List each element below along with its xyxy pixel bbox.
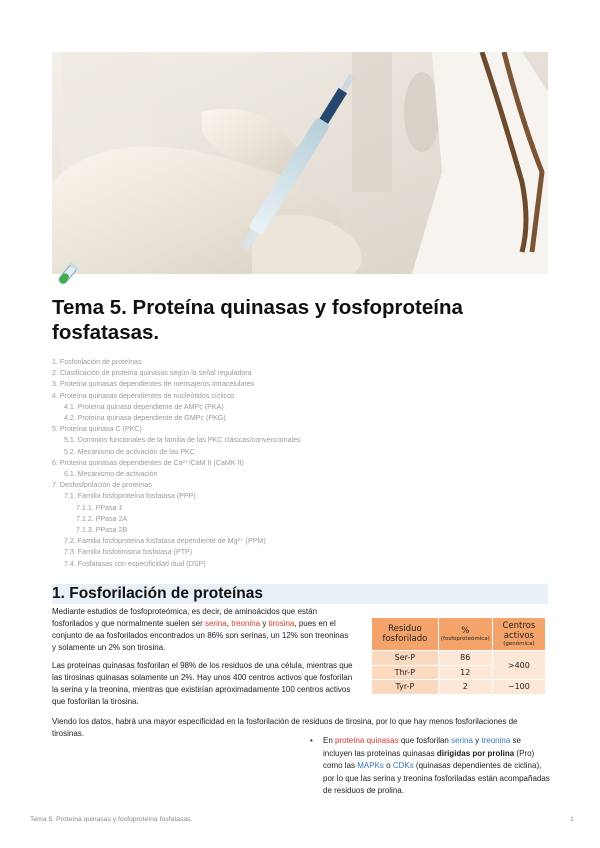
toc-item[interactable]: 4. Proteína quinasas dependientes de nucleótidos cíclicos [52,391,235,400]
toc-item[interactable]: 7. Desfosforilación de proteínas [52,481,152,490]
toc-item[interactable]: 7.3. Familia fosfotirosina fosfatasa (PTP) [64,548,193,557]
toc-item[interactable]: 1. Fosforilación de proteínas [52,358,142,366]
page-number: 1 [570,816,574,823]
toc-item[interactable]: 7.4. Fosfatasas con especificidad dual (DSP) [64,559,206,568]
toc-item[interactable]: 2. Clasificación de proteína quinasas según la señal reguladora [52,369,252,378]
toc-item[interactable]: 5.2. Mecanismo de activación de las PKC [64,447,195,456]
highlight-tirosina: tirosina [268,619,295,628]
paragraph-quinasas: Las proteínas quinasas fosforilan el 98% de los residuos de una célula, mientras que las tirosinas quinasas solamente un 2%. Hay unos 400 centros activos que fosforilan la serina y la treonina, mientras que existirían aproximadamente 100 centros activos que fosforilan la tirosina. [52,661,353,706]
table-row: Tyr-P 2 ~100 [372,680,546,695]
table-row: Thr-P 12 [372,665,546,680]
toc-item[interactable]: 6.1. Mecanismo de activación [64,470,158,479]
toc-item[interactable]: 4.1. Proteína quinasa dependiente de AMPc (PKA) [64,402,224,411]
page-title: Tema 5. Proteína quinasas y fosfoproteína fosfatasas. [52,296,463,344]
table-header: % (fosfoproteómica) [438,618,492,651]
toc-item[interactable]: 6. Proteína quinasas dependientes de Ca²⁺/CaM II (CaMK II) [52,458,244,467]
footer-text: Tema 5. Proteína quinasas y fosfoproteína fosfatasas. [30,816,193,823]
bullet-marker: • [310,736,313,745]
toc-item[interactable]: 7.1. Familia fosfoproteína fosfatasa (PPP) [64,492,196,501]
toc-item[interactable]: 7.1.3. PPasa 2B [76,526,128,535]
highlight-treonina: treonina [231,619,261,628]
paragraph-especificidad: Viendo los datos, habrá una mayor especificidad en la fosforilación de residuos de tirosina, por lo que hay menos fosforilaciones de tirosinas. [52,717,518,738]
table-row: Ser-P 86 >400 [372,651,546,666]
test-tube-icon [54,262,80,288]
table-of-contents [52,357,522,570]
highlight-serina: serina [204,619,227,628]
section-heading: 1. Fosforilación de proteínas [52,585,264,602]
centros-activos-tyr: ~100 [492,680,545,695]
toc-item[interactable]: 3. Proteína quinasas dependientes de mensajeros intracelulares [52,380,255,389]
table-header: Centros activos (genómica) [492,618,545,651]
paragraph-fosfoproteomica: Mediante estudios de fosfoproteómica, es decir, de aminoácidos que están fosforilados y que normalmente suelen ser serina, treonina y tirosina, pues en el conjunto de aa fosforilados encontrados un 86% son serinas, un 12% son treoninas y solamente un 2% son tirosina. [52,607,349,652]
phosphorylation-table [371,617,546,695]
toc-item[interactable]: 5.1. Dominios funcionales de la familia de las PKC clásicas/convencionales [64,436,301,445]
toc-item[interactable]: 7.1.2. PPasa 2A [76,514,128,523]
toc-item[interactable]: 7.2. Familia fosfoproteína fosfatasa dependiente de Mg²⁺ (PPM) [64,537,266,546]
toc-item[interactable]: 4.2. Proteína quinasa dependiente de GMPc (PKG) [64,414,226,423]
toc-item[interactable]: 5. Proteína quinasa C (PKC) [52,425,142,434]
toc-item[interactable]: 7.1.1. PPasa 1 [76,503,123,512]
table-header: Residuo fosforilado [372,618,439,651]
centros-activos-ser-thr: >400 [492,651,545,680]
list-item: • En proteína quinasas que fosforilan serina y treonina se incluyen las proteínas quinasas dirigidas por prolina (Pro) como las MAPKs o CDKs (quinasas dependientes de ciclina), por lo que las serina y treonina fosforiladas están acompañadas de residuos de prolina. [310,736,550,795]
cover-image [52,52,548,274]
